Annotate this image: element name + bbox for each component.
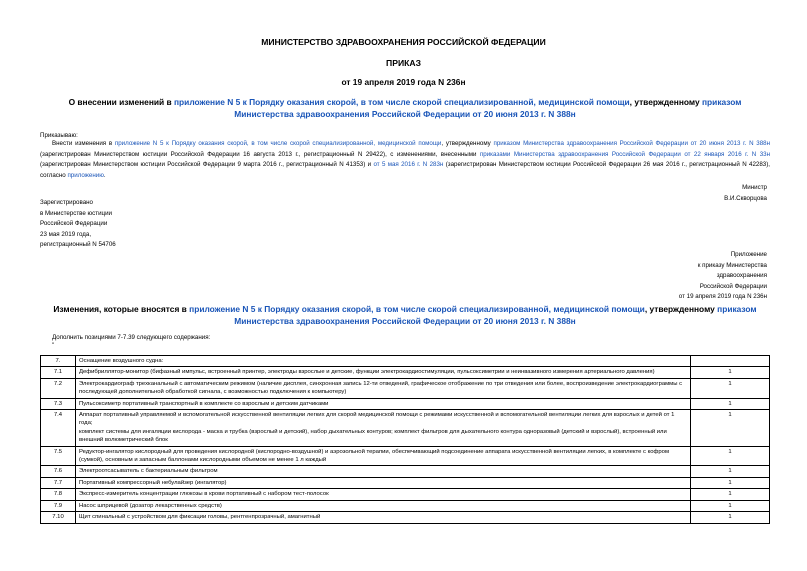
table-row [41,378,770,398]
quote-mark: " [52,342,55,349]
table-cell-number: 7.5 [41,446,76,466]
table-cell-number: 7.8 [41,489,76,500]
title2-text: , утвержденному [644,304,718,314]
table-cell-number: 7.6 [41,466,76,477]
equipment-table [40,355,770,524]
orders-label: Приказываю: [40,132,78,139]
registration-line: регистрационный N 54706 [40,241,116,249]
registration-line: Российской Федерации [40,220,108,228]
title-link-order[interactable]: приказом Министерства здравоохранения Российской Федерации от 20 июня 2013 г. N 388н [234,97,742,119]
para-link-order-33[interactable]: приказами Министерства здравоохранения Российской Федерации от 22 января 2016 г. N 33н [479,150,770,158]
signature-position: Министр [742,184,767,191]
doc-type-heading: ПРИКАЗ [386,58,421,68]
appendix-line: здравоохранения [716,272,767,280]
para-text: (зарегистрирован Министерством юстиции Российской Федерации 9 марта 2016 г., регистрационный N 41353) и [40,161,374,169]
registration-line: Зарегистрировано [40,199,93,206]
registration-line: 23 мая 2019 года, [40,230,92,238]
table-cell-description: Электроотсасыватель с бактериальным фильтром [76,466,691,477]
para-text: (зарегистрирован Министерством юстиции Российской Федерации 26 мая 2016 г., регистрационный N 42283), согласно [40,161,771,179]
table-row [41,398,770,409]
title2-text: Изменения, которые вносятся в [53,304,190,314]
table-cell-description: Портативный компрессорный небулайзер (ингалятор) [76,477,691,488]
table-cell-quantity: 1 [691,367,770,378]
appendix-line: от 19 апреля 2019 года N 236н [678,293,767,301]
table-cell-description: Насос шприцевой (дозатор лекарственных средств) [76,500,691,511]
table-row [41,466,770,477]
table-cell-description: Аппарат портативный управляемой и вспомогательной искусственной вентиляции легких для скорой медицинской помощи с режимами искусственной и вспомогательной вентиляции легких для взрослых и детей от 1 года; комплект системы для ингаляции кислорода - маска и трубка (взрослый и детский), набор дыхательных контуров; комплект фильтров для дыхательного контура одноразовый (детский и взрослый), встроенный или внешний волюметрический блок [76,410,691,447]
para-link-order-283[interactable]: от 5 мая 2016 г. N 283н [373,161,444,169]
table-cell-quantity: 1 [691,410,770,447]
table-cell-number: 7.2 [41,378,76,398]
main-paragraph [40,139,770,181]
table-row [41,446,770,466]
signature-name: В.И.Скворцова [724,194,767,202]
table-cell-quantity [691,356,770,367]
table-cell-description: Оснащение воздушного судна: [76,356,691,367]
table-cell-quantity: 1 [691,489,770,500]
appendix-line: Российской Федерации [699,282,767,290]
table-cell-quantity: 1 [691,466,770,477]
table-cell-quantity: 1 [691,378,770,398]
signature-block [724,183,767,204]
para-text: (зарегистрирован Министерством юстиции Российской Федерации 16 августа 2013 г., регистрационный N 29422), с изменениями, внесенными [40,150,480,158]
ministry-heading: МИНИСТЕРСТВО ЗДРАВООХРАНЕНИЯ РОССИЙСКОЙ ФЕДЕРАЦИИ [261,37,546,47]
para-text: Внести изменения в [52,140,115,147]
title-text: О внесении изменений в [68,97,174,107]
table-cell-number: 7. [41,356,76,367]
title2-link-appendix[interactable]: приложение N 5 к Порядку оказания скорой, в том числе скорой специализированной, медицинской помощи [189,304,645,314]
title-text: , утвержденному [629,97,702,107]
table-cell-quantity: 1 [691,477,770,488]
document-title [40,96,770,120]
table-cell-quantity: 1 [691,446,770,466]
table-cell-quantity: 1 [691,512,770,523]
table-row [41,477,770,488]
table-cell-description: Редуктор-ингалятор кислородный для проведения кислородной (кислородно-воздушной) и аэрозольной терапии, обеспечивающий подсоединение аппарата искусственной вентиляции легких, в комплекте с кофром (сумкой), основным и запасным баллонами кислородными объемом не менее 1 л каждый [76,446,691,466]
table-row [41,512,770,523]
para-text: . [103,171,106,179]
title2-link-order[interactable]: приказом Министерства здравоохранения Российской Федерации от 20 июня 2013 г. N 388н [234,304,757,326]
table-cell-description: Экспресс-измеритель концентрации глюкозы в крови портативный с набором тест-полосок [76,489,691,500]
table-row [41,500,770,511]
add-positions-text: Дополнить позициями 7-7.39 следующего содержания: [52,334,211,341]
para-link-appendix-ref[interactable]: приложению [67,171,104,179]
appendix-line: Приложение [730,251,767,258]
appendix-line: к приказу Министерства [697,261,767,269]
table-cell-description: Щит спинальный с устройством для фиксации головы, рентгенпрозрачный, амагнитный [76,512,691,523]
table-cell-number: 7.1 [41,367,76,378]
table-row [41,410,770,447]
registration-block [40,198,116,251]
changes-title [50,303,760,327]
table-cell-quantity: 1 [691,500,770,511]
table-cell-description: Пульсоксиметр портативный транспортный в комплекте со взрослым и детским датчиками [76,398,691,409]
title-link-appendix[interactable]: приложение N 5 к Порядку оказания скорой, в том числе скорой специализированной, медицинской помощи [174,97,630,107]
appendix-reference [679,250,767,303]
table-cell-quantity: 1 [691,398,770,409]
para-link-appendix[interactable]: приложение N 5 к Порядку оказания скорой, в том числе скорой специализированной, медицинской помощи [114,140,442,147]
doc-date-number: от 19 апреля 2019 года N 236н [341,77,466,87]
table-row [41,489,770,500]
table-cell-description: Дефибриллятор-монитор (бифазный импульс, встроенный принтер, электроды взрослые и детские, функции электрокардиостимуляции, пульсоксиметрии и неинвазивного измерения артериального давления) [76,367,691,378]
table-cell-description: Электрокардиограф трехканальный с автоматическим режимом (наличие дисплея, синхронная запись 12-ти отведений, графическое отображение по три отведения или более, воспроизведение электрокардиограммы с последующей дополнительной обработкой сигнала, с возможностью подключения к компьютеру) [76,378,691,398]
table-cell-number: 7.7 [41,477,76,488]
table-row [41,367,770,378]
para-text: , утвержденному [441,140,494,147]
table-cell-number: 7.10 [41,512,76,523]
table-cell-number: 7.9 [41,500,76,511]
table-cell-number: 7.3 [41,398,76,409]
table-cell-number: 7.4 [41,410,76,447]
para-link-order-388[interactable]: приказом Министерства здравоохранения Российской Федерации от 20 июня 2013 г. N 388н [493,140,771,147]
table-row [41,356,770,367]
registration-line: в Министерстве юстиции [40,209,113,217]
